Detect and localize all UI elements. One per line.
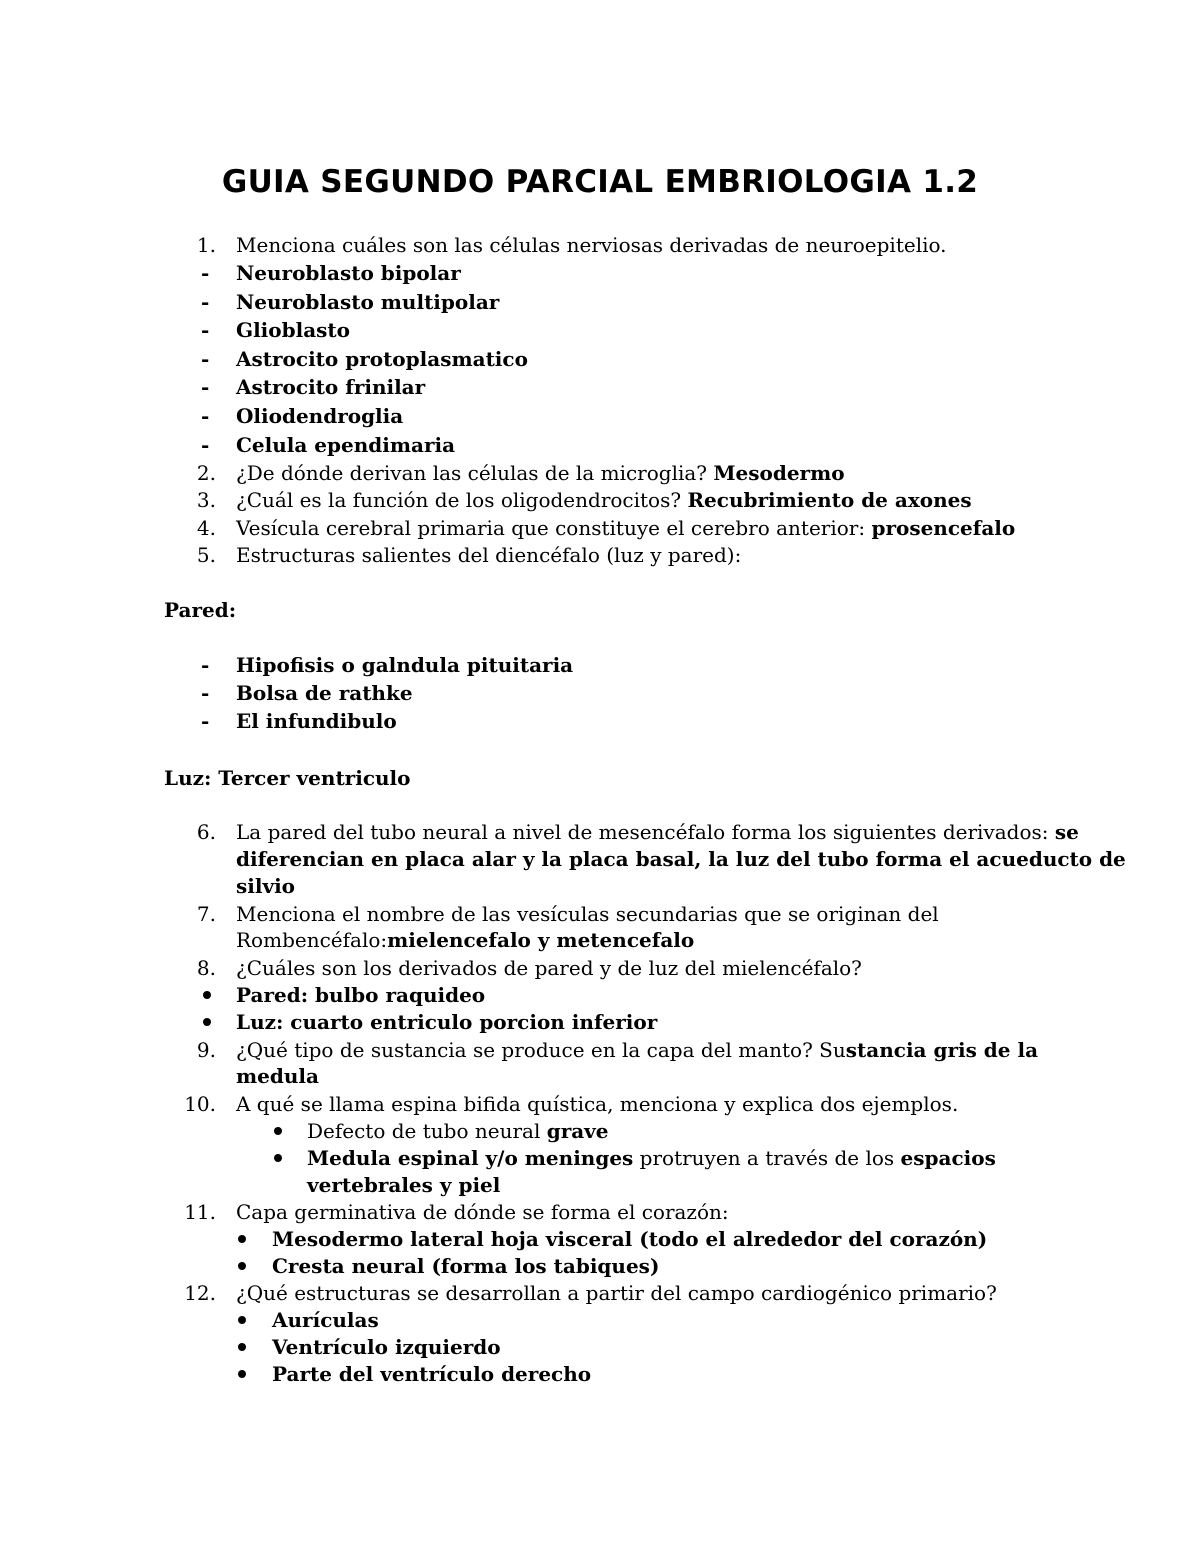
answer-text: Oliodendroglia	[236, 404, 404, 428]
question-text: La pared del tubo neural a nivel de mesencéfalo forma los siguientes derivados:	[236, 820, 1049, 844]
answer-line	[307, 1117, 609, 1145]
bullet-marker	[238, 1370, 246, 1378]
answer-text: Neuroblasto bipolar	[236, 261, 461, 285]
answer-text: stancia gris de la	[845, 1038, 1039, 1062]
question-text: ¿De dónde derivan las células de la microglia?	[236, 461, 708, 485]
answer-text: Mesodermo	[713, 461, 845, 485]
question-line	[236, 486, 972, 514]
answer-continuation: vertebrales y piel	[307, 1173, 501, 1197]
question-text: ¿Cuáles son los derivados de pared y de luz del mielencéfalo?	[236, 956, 862, 980]
question-text: Menciona cuáles son las células nerviosas derivadas de neuroepitelio.	[236, 233, 947, 257]
answer-text: Parte del ventrículo derecho	[272, 1362, 592, 1386]
question-number: 4.	[196, 516, 216, 540]
answer-emphasis: Medula espinal y/o meninges	[307, 1146, 634, 1170]
bullet-marker	[203, 991, 211, 999]
question-number: 1.	[196, 233, 216, 257]
bullet-marker	[274, 1154, 282, 1162]
question-number: 5.	[196, 543, 216, 567]
dash-marker: -	[201, 290, 210, 314]
question-line	[236, 1036, 1038, 1064]
question-number: 10.	[184, 1092, 216, 1116]
answer-text: Bolsa de rathke	[236, 681, 413, 705]
question-number: 6.	[196, 820, 216, 844]
pared-heading: Pared:	[164, 598, 237, 622]
dash-marker: -	[201, 404, 210, 428]
answer-text: Celula ependimaria	[236, 433, 456, 457]
answer-text: Astrocito protoplasmatico	[236, 347, 528, 371]
dash-marker: -	[201, 347, 210, 371]
answer-text: Recubrimiento de axones	[687, 488, 972, 512]
question-number: 2.	[196, 461, 216, 485]
question-text: Rombencéfalo:	[236, 928, 388, 952]
question-continuation	[236, 926, 694, 954]
answer-emphasis: grave	[546, 1119, 609, 1143]
bullet-marker	[238, 1262, 246, 1270]
answer-text: se	[1054, 820, 1079, 844]
answer-text: Ventrículo izquierdo	[272, 1335, 501, 1359]
bullet-marker	[238, 1316, 246, 1324]
answer-text: Neuroblasto multipolar	[236, 290, 500, 314]
answer-text: Luz: cuarto entriculo porcion inferior	[236, 1010, 658, 1034]
bullet-marker	[238, 1343, 246, 1351]
answer-text: El infundibulo	[236, 709, 397, 733]
dash-marker: -	[201, 653, 210, 677]
question-number: 9.	[196, 1038, 216, 1062]
luz-heading: Luz: Tercer ventriculo	[164, 766, 411, 790]
answer-continuation: medula	[236, 1064, 319, 1088]
answer-continuation: diferencian en placa alar y la placa basal, la luz del tubo forma el acueducto de	[236, 847, 1126, 871]
answer-text: Astrocito frinilar	[236, 375, 426, 399]
question-text: ¿Qué tipo de sustancia se produce en la capa del manto? Su	[236, 1038, 846, 1062]
answer-text: Glioblasto	[236, 318, 350, 342]
bullet-marker	[203, 1018, 211, 1026]
question-number: 12.	[184, 1281, 216, 1305]
question-text: Menciona el nombre de las vesículas secundarias que se originan del	[236, 902, 939, 926]
dash-marker: -	[201, 709, 210, 733]
answer-text: Mesodermo lateral hoja visceral (todo el alrededor del corazón)	[272, 1227, 988, 1251]
dash-marker: -	[201, 433, 210, 457]
question-number: 11.	[184, 1200, 216, 1224]
answer-line	[307, 1144, 996, 1172]
answer-emphasis: espacios	[900, 1146, 996, 1170]
dash-marker: -	[201, 681, 210, 705]
answer-text: Cresta neural (forma los tabiques)	[272, 1254, 660, 1278]
question-text: ¿Cuál es la función de los oligodendrocitos?	[236, 488, 682, 512]
question-text: Estructuras salientes del diencéfalo (luz y pared):	[236, 543, 742, 567]
question-number: 3.	[196, 488, 216, 512]
question-line	[236, 818, 1079, 846]
answer-text: Hipofisis o galndula pituitaria	[236, 653, 574, 677]
dash-marker: -	[201, 261, 210, 285]
bullet-marker	[238, 1235, 246, 1243]
dash-marker: -	[201, 318, 210, 342]
question-number: 7.	[196, 902, 216, 926]
answer-text: Defecto de tubo neural	[307, 1119, 547, 1143]
answer-text: prosencefalo	[871, 516, 1016, 540]
answer-continuation: silvio	[236, 874, 296, 898]
question-line	[236, 459, 845, 487]
question-text: Capa germinativa de dónde se forma el corazón:	[236, 1200, 729, 1224]
document-title: GUIA SEGUNDO PARCIAL EMBRIOLOGIA 1.2	[221, 164, 979, 200]
question-number: 8.	[196, 956, 216, 980]
answer-text: protruyen a través de los	[633, 1146, 901, 1170]
answer-text: Aurículas	[272, 1308, 379, 1332]
answer-text: mielencefalo y metencefalo	[387, 928, 695, 952]
bullet-marker	[274, 1127, 282, 1135]
dash-marker: -	[201, 375, 210, 399]
question-text: ¿Qué estructuras se desarrollan a partir del campo cardiogénico primario?	[236, 1281, 997, 1305]
answer-text: Pared: bulbo raquideo	[236, 983, 486, 1007]
question-text: Vesícula cerebral primaria que constituye el cerebro anterior:	[236, 516, 866, 540]
question-text: A qué se llama espina bifida quística, menciona y explica dos ejemplos.	[236, 1092, 959, 1116]
question-line	[236, 514, 1015, 542]
